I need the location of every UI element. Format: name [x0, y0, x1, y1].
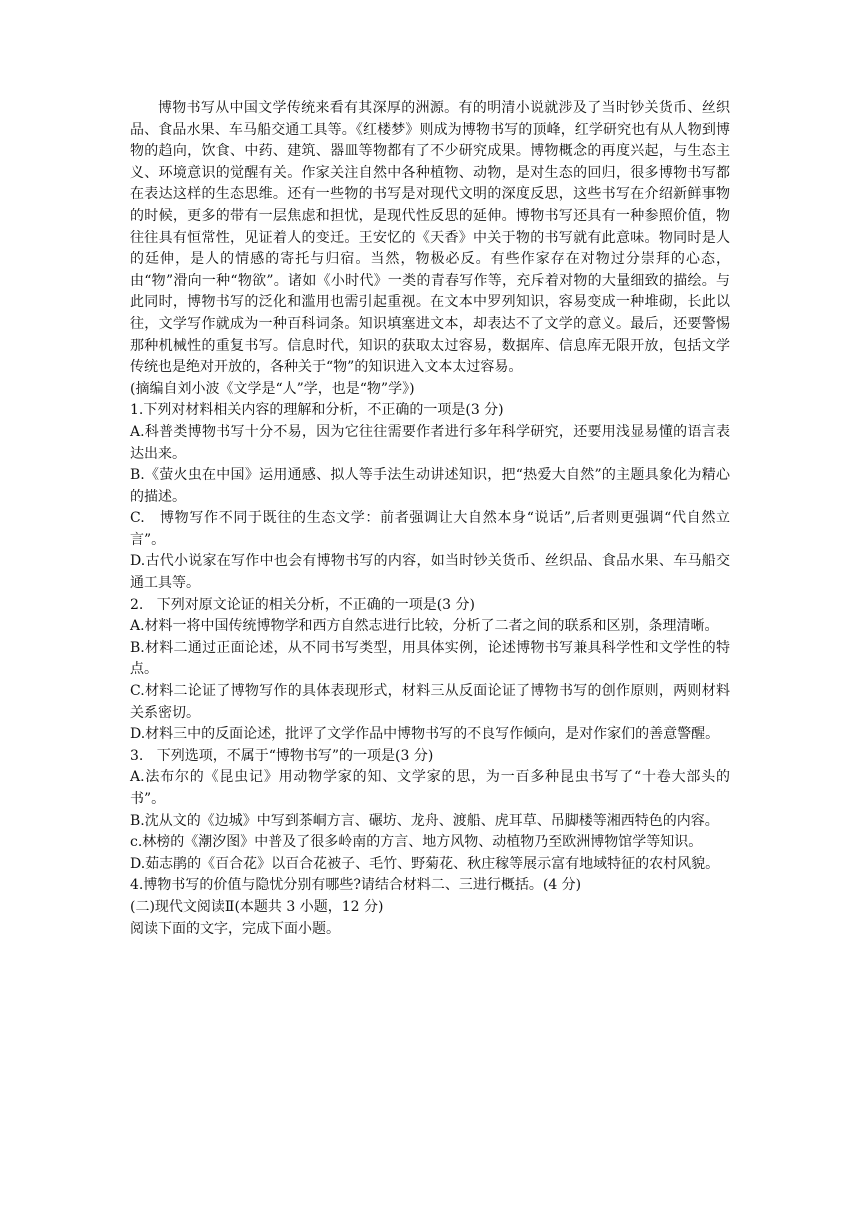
question-3-option-b: B.沈从文的《边城》中写到茶峒方言、碾坊、龙舟、渡船、虎耳草、吊脚楼等湘西特色的内容。 — [130, 812, 719, 829]
question-2 — [130, 595, 730, 746]
question-2-option-b: B.材料二通过正面论述，从不同书写类型，用具体实例，论述博物书写兼具科学性和文学性的特点。 — [130, 639, 730, 678]
question-1-option-a: A.科普类博物书写十分不易，因为它往往需要作者进行多年科学研究，还要用浅显易懂的语言表达出来。 — [130, 423, 730, 462]
question-1-option-d: D.古代小说家在写作中也会有博物书写的内容，如当时钞关货币、丝织品、食品水果、车马船交通工具等。 — [130, 553, 730, 592]
question-3-stem: 3. 下列选项，不属于“博物书写”的一项是(3 分) — [130, 747, 434, 764]
question-3-option-c: c.林榜的《潮汐图》中普及了很多岭南的方言、地方风物、动植物乃至欧洲博物馆学等知识。 — [130, 834, 703, 851]
passage-paragraph: 博物书写从中国文学传统来看有其深厚的洲源。有的明清小说就涉及了当时钞关货币、丝织品、食品水果、车马船交通工具等。《红楼梦》则成为博物书写的顶峰，红学研究也有从人物到博物的趋向，饮食、中药、建筑、器皿等物都有了不少研究成果。博物概念的再度兴起，与生态主义、环境意识的觉醒有关。作家关注自然中各种植物、动物，是对生态的回归，很多博物书写都在表达这样的生态思维。还有一些物的书写是对现代文明的深度反思，这些书写在介绍新鲜事物的时候，更多的带有一层焦虑和担忧，是现代性反思的延伸。博物书写还具有一种参照价值，物往往具有恒常性，见证着人的变迁。王安忆的《天香》中关于物的书写就有此意味。物同时是人的廷伸，是人的情感的寄托与归宿。当然，物极必反。有些作家存在对物过分崇拜的心态，由“物”滑向一种“物欲”。诸如《小时代》一类的青春写作等，充斥着对物的大量细致的描绘。与此同时，博物书写的泛化和滥用也需引起重视。在文本中罗列知识，容易变成一种堆砌，长此以往，文学写作就成为一种百科词条。知识填塞进文本，却表达不了文学的意义。最后，还要警惕那种机械性的重复书写。信息时代，知识的获取太过容易，数据库、信息库无限开放，包括文学传统也是绝对开放的，各种关于“物”的知识进入文本太过容易。 — [130, 100, 730, 376]
question-3-option-a: A.法布尔的《昆虫记》用动物学家的知、文学家的思，为一百多种昆虫书写了“十卷大部头的书”。 — [130, 769, 730, 807]
question-2-option-c: C.材料二论证了博物写作的具体表现形式，材料三从反面论证了博物书写的创作原则，两则材料关系密切。 — [130, 683, 730, 721]
question-2-stem: 2. 下列对原文论证的相关分析，不正确的一项是(3 分) — [130, 596, 475, 613]
question-1-option-b: B.《萤火虫在中国》运用通感、拟人等手法生动讲述知识，把“热爱大自然”的主题具象化为精心的描述。 — [130, 467, 730, 505]
question-1 — [130, 400, 730, 594]
question-2-option-a: A.材料一将中国传统博物学和西方自然志进行比较，分析了二者之间的联系和区别，条理清晰。 — [130, 618, 719, 635]
section-2-heading: (二)现代文阅读Ⅱ(本题共 3 小题，12 分) — [130, 898, 384, 915]
document-page — [130, 98, 730, 940]
question-1-stem: 1.下列对材料相关内容的理解和分析，不正确的一项是(3 分) — [130, 402, 504, 419]
question-1-option-c: C. 博物写作不同于既往的生态文学：前者强调让大自然本身“说话”,后者则更强调“代自然立言”。 — [130, 510, 730, 548]
question-2-option-d: D.材料三中的反面论述，批评了文学作品中博物书写的不良写作倾向，是对作家们的善意警醒。 — [130, 726, 720, 743]
question-3 — [130, 746, 730, 876]
passage-source: (摘编自刘小波《文学是“人”学，也是“物”学》) — [130, 380, 415, 397]
section-2-instruction: 阅读下面的文字，完成下面小题。 — [130, 920, 340, 937]
question-3-option-d: D.茹志鹃的《百合花》以百合花被子、毛竹、野菊花、秋庄稼等展示富有地域特征的农村风貌。 — [130, 855, 720, 872]
question-4-stem: 4.博物书写的价值与隐忧分别有哪些?请结合材料二、三进行概括。(4 分) — [130, 877, 582, 894]
